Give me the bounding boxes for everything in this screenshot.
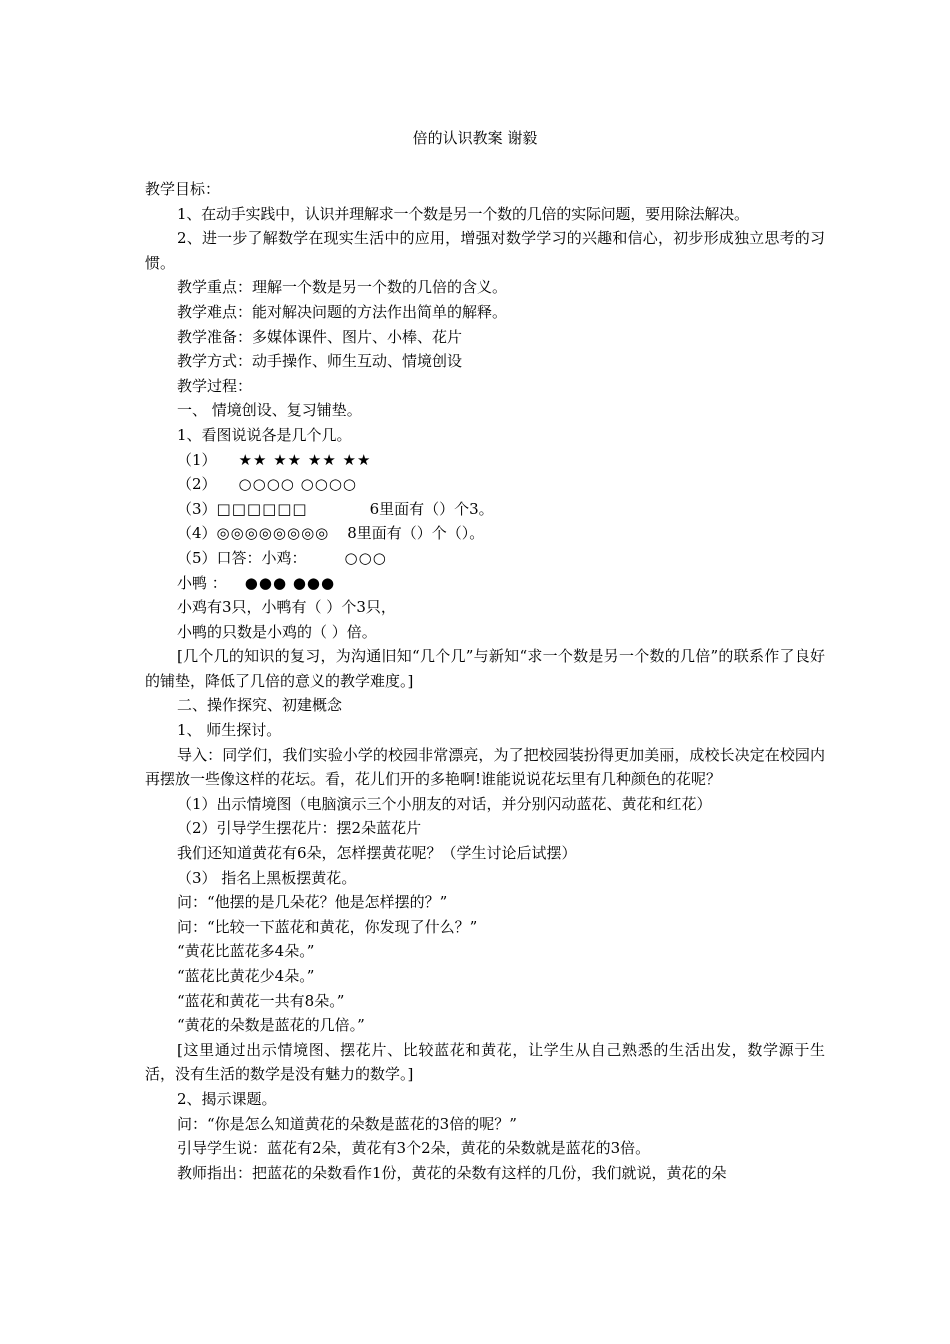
paragraph: 1、看图说说各是几个几。 (177, 425, 352, 444)
exercise-label: （2） (177, 475, 217, 494)
paragraph: 2、揭示课题。 (177, 1089, 277, 1108)
quote: “蓝花和黄花一共有8朵。” (177, 991, 345, 1010)
paragraph: 教学难点：能对解决问题的方法作出简单的解释。 (177, 302, 508, 321)
section-heading: 一、 情境创设、复习铺垫。 (177, 401, 362, 420)
paragraph: 教学准备：多媒体课件、图片、小棒、花片 (177, 327, 463, 346)
paragraph: 教学方式：动手操作、师生互动、情境创设 (177, 352, 463, 371)
paragraph: 教学过程： (177, 376, 253, 395)
exercise-label: （1） (177, 450, 217, 469)
document-body (145, 177, 825, 1185)
star-symbols: ★★ ★★ ★★ ★★ (238, 450, 372, 469)
paragraph: 导入：同学们，我们实验小学的校园非常漂亮，为了把校园装扮得更加美丽，成校长决定在校园内再摆放一些像这样的花坛。看，花儿们开的多艳啊!谁能说说花坛里有几种颜色的花呢？ (145, 745, 825, 789)
exercise-label: 小鸭 ： (177, 573, 227, 592)
paragraph: （3） 指名上黑板摆黄花。 (177, 868, 357, 887)
exercise-2 (145, 472, 825, 497)
quote: “黄花的朵数是蓝花的几倍。” (177, 1016, 365, 1035)
paragraph: 小鸭的只数是小鸡的（ ）倍。 (177, 622, 377, 641)
exercise-text: 8里面有（）个（）。 (347, 524, 485, 543)
paragraph: 教学目标： (145, 180, 221, 198)
paragraph: 问：“他摆的是几朵花？他是怎样摆的？” (177, 893, 448, 912)
paragraph: 教学重点：理解一个数是另一个数的几倍的含义。 (177, 278, 508, 297)
bullseye-symbols: ◎◎◎◎◎◎◎◎ (216, 524, 330, 543)
paragraph: 我们还知道黄花有6朵，怎样摆黄花呢？（学生讨论后试摆） (177, 844, 577, 863)
filled-circle-symbols: ●●● ●●● (244, 573, 336, 592)
paragraph: 教师指出：把蓝花的朵数看作1份，黄花的朵数有这样的几份，我们就说，黄花的朵 (177, 1163, 727, 1182)
document-title: 倍的认识教案 谢毅 (412, 129, 538, 147)
exercise-1 (145, 448, 825, 473)
paragraph: 引导学生说：蓝花有2朵，黄花有3个2朵，黄花的朵数就是蓝花的3倍。 (177, 1139, 651, 1158)
paragraph: 1、在动手实践中，认识并理解求一个数是另一个数的几倍的实际问题，要用除法解决。 (177, 204, 749, 223)
duck-row (145, 571, 825, 596)
annotation: [这里通过出示情境图、摆花片、比较蓝花和黄花，让学生从自己熟悉的生活出发，数学源于生活，没有生活的数学是没有魅力的数学。] (145, 1040, 825, 1084)
paragraph: 问：“你是怎么知道黄花的朵数是蓝花的3倍的呢？” (177, 1114, 517, 1133)
paragraph: （1）出示情境图（电脑演示三个小朋友的对话，并分别闪动蓝花、黄花和红花） (177, 794, 712, 813)
paragraph: 1、 师生探讨。 (177, 721, 282, 740)
annotation: [几个几的知识的复习，为沟通旧知“几个几”与新知“求一个数是另一个数的几倍”的联系作了良好的铺垫，降低了几倍的意义的教学难度。] (145, 647, 825, 690)
paragraph: 2、进一步了解数学在现实生活中的应用，增强对数学学习的兴趣和信心，初步形成独立思考的习惯。 (145, 229, 825, 272)
paragraph: 问：“比较一下蓝花和黄花，你发现了什么？” (177, 917, 478, 936)
paragraph: （2）引导学生摆花片：摆2朵蓝花片 (177, 819, 422, 838)
circle-symbols: ○○○ (344, 548, 387, 567)
exercise-label: （4） (177, 524, 217, 543)
exercise-label: （5）口答：小鸡： (177, 548, 307, 567)
quote: “黄花比蓝花多4朵。” (177, 942, 315, 961)
section-heading: 二、操作探究、初建概念 (177, 696, 343, 715)
exercise-3 (145, 497, 825, 522)
circle-symbols: ○○○○ ○○○○ (238, 475, 358, 494)
exercise-5 (145, 546, 825, 571)
exercise-text: 6里面有（）个3。 (369, 499, 494, 518)
exercise-4 (145, 521, 825, 546)
square-symbols: □□□□□□ (216, 499, 308, 518)
paragraph: 小鸡有3只，小鸭有（ ）个3只， (177, 598, 396, 617)
quote: “蓝花比黄花少4朵。” (177, 967, 315, 985)
exercise-label: （3） (177, 499, 217, 518)
